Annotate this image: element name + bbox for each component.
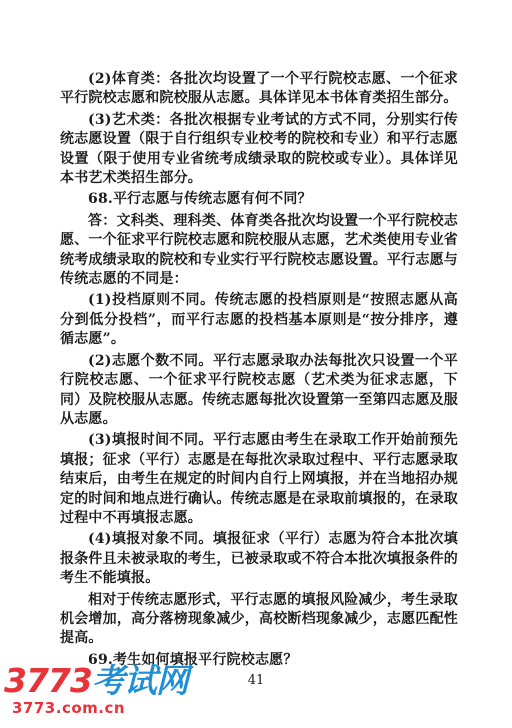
watermark-url: 3773.com.cn	[12, 699, 126, 717]
answer-68-intro: 答：文科类、理科类、体育类各批次均设置一个平行院校志愿、一个征求平行院校志愿和院校服从志愿，艺术类使用专业省统考成绩录取的院校和专业实行平行院校志愿设置。平行志愿与传统志愿的不同是：	[60, 212, 458, 288]
watermark-logo	[4, 661, 188, 700]
watermark-logo-number: 3773	[4, 661, 92, 700]
paragraph-sports: (2)体育类：各批次均设置了一个平行院校志愿、一个征求平行院校志愿和院校服从志愿。具体详见本书体育类招生部分。	[60, 71, 458, 107]
page-number: 41	[247, 673, 265, 688]
paragraph-arts: (3)艺术类：各批次根据专业考试的方式不同，分别实行传统志愿设置（限于自行组织专业校考的院校和专业）和平行志愿设置（限于使用专业省统考成绩录取的院校或专业）。具体详见本书艺术类招生部分。	[60, 111, 458, 187]
watermark-logo-text: 考试网	[91, 661, 188, 700]
difference-2-paragraph: (2)志愿个数不同。平行志愿录取办法每批次只设置一个平行院校志愿、一个征求平行院校志愿（艺术类为征求志愿，下同）及院校服从志愿。传统志愿每批次设置第一至第四志愿及服从志愿。	[60, 352, 458, 427]
difference-3-paragraph: (3)填报时间不同。平行志愿由考生在录取工作开始前预先填报；征求（平行）志愿是在每批次录取过程中、平行志愿录取结束后，由考生在规定的时间内自行上网填报，并在当地招办规定的时间和地点进行确认。传统志愿是在录取前填报的，在录取过程中不再填报志愿。	[60, 432, 458, 526]
question-68-heading: 68.平行志愿与传统志愿有何不同？	[88, 191, 312, 208]
question-69-heading: 69.考生如何填报平行院校志愿？	[88, 651, 298, 668]
difference-4-paragraph: (4)填报对象不同。填报征求（平行）志愿为符合本批次填报条件且未被录取的考生，已被录取或不符合本批次填报条件的考生不能填报。	[60, 531, 458, 587]
site-watermark	[4, 661, 188, 725]
body-text	[60, 70, 458, 672]
summary-paragraph: 相对于传统志愿形式，平行志愿的填报风险减少，考生录取机会增加，高分落榜现象减少，高校断档现象减少，志愿匹配性提高。	[60, 591, 458, 647]
difference-1-paragraph: (1)投档原则不同。传统志愿的投档原则是“按照志愿从高分到低分投档”，而平行志愿的投档基本原则是“按分排序，遵循志愿”。	[60, 292, 458, 348]
